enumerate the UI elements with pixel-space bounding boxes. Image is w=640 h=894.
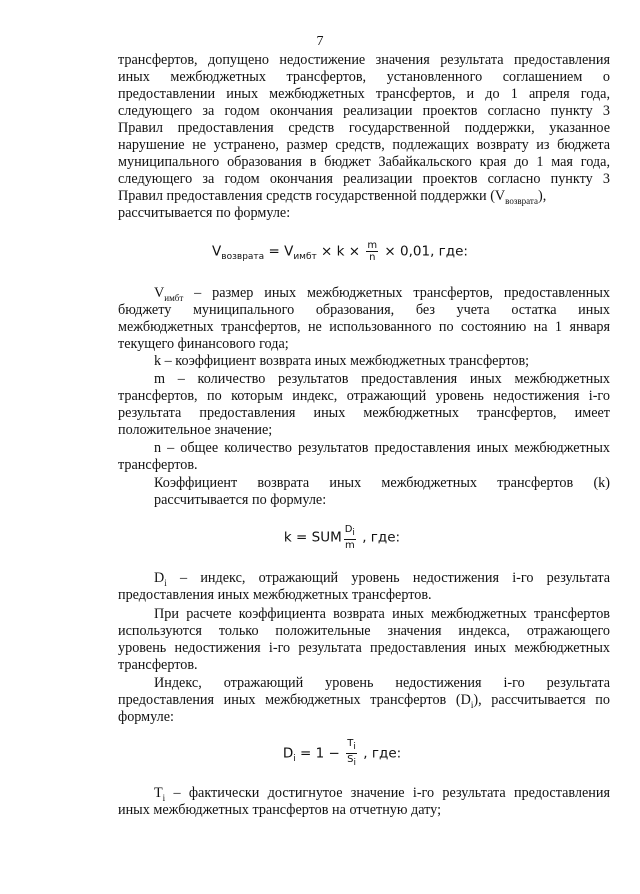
text-line: При расчете коэффициента возврата иных межбюджетных трансфертов [154, 606, 610, 622]
definition-n [118, 440, 610, 474]
text-line: предоставления иных межбюджетных трансфертов. [118, 587, 432, 603]
fraction-denominator: n [369, 252, 376, 263]
text-line: трансфертов, по которым индекс, отражающий уровень недостижения i-го [118, 388, 610, 404]
text-line: иных межбюджетных трансфертов, установленного соглашением о [118, 69, 610, 85]
subscript: i [352, 528, 355, 538]
text-line [118, 785, 610, 802]
subscript: i [164, 577, 167, 588]
formula-symbol: D [282, 745, 294, 762]
text-fragment: D [344, 524, 353, 535]
formula-symbol: V [212, 243, 222, 260]
text-line [118, 285, 610, 302]
formula-symbol: , где: [359, 745, 402, 762]
paragraph-positive-values [118, 606, 610, 674]
definition-k [118, 353, 610, 370]
text-line: Индекс, отражающий уровень недостижения i-го результата [154, 675, 610, 691]
paragraph-index [118, 675, 610, 726]
text-fragment: D [154, 570, 165, 586]
formula-index [22, 738, 640, 769]
text-line: Коэффициент возврата иных межбюджетных трансфертов (k) [154, 475, 610, 491]
formula-symbol: × k × [316, 243, 365, 260]
text-line: межбюджетных трансфертов, не использованного по состоянию на 1 января [118, 319, 610, 335]
fraction [344, 524, 356, 551]
formula-symbol: = V [264, 243, 294, 260]
subscript: i [293, 754, 296, 765]
fraction-denominator: m [344, 540, 355, 551]
formula-symbol: k = SUM [283, 529, 342, 546]
text-fragment: – фактически достигнутое значение i-го результата предоставления [165, 785, 610, 801]
formula-symbol: × 0,01, где: [380, 243, 468, 260]
text-line: предоставлении иных межбюджетных трансфертов, и до 1 апреля года, [118, 86, 610, 102]
text-fragment: – индекс, отражающий уровень недостижения i-го результата [166, 570, 610, 586]
text-line: результата предоставления иных межбюджетных трансфертов, имеет [118, 405, 610, 421]
fraction-numerator [346, 738, 357, 754]
text-fragment: Правил предоставления средств государственной поддержки (V [118, 188, 506, 204]
subscript: имбт [164, 292, 184, 303]
text-fragment: ), [537, 188, 547, 204]
text-fragment: S [347, 754, 354, 765]
text-line: Правил предоставления средств государственной поддержки, указанное [118, 120, 610, 136]
text-line: нарушение не устранено, размер средств, подлежащих возврату из бюджета [118, 137, 610, 153]
fraction [366, 240, 378, 263]
text-line: трансфертов. [118, 657, 198, 673]
definition-t [118, 785, 610, 819]
subscript: возврата [505, 195, 538, 206]
text-fragment: V [154, 285, 165, 301]
definition-m [118, 371, 610, 439]
text-line: n – общее количество результатов предоставления иных межбюджетных [154, 440, 610, 456]
text-line: положительное значение; [118, 422, 273, 438]
text-fragment: предоставления иных межбюджетных трансфертов (D [118, 692, 471, 708]
formula-symbol: = 1 − [295, 745, 345, 762]
text-fragment: – размер иных межбюджетных трансфертов, предоставленных [183, 285, 610, 301]
text-line: формуле: [118, 709, 174, 725]
text-line: бюджету муниципального образования, без учета остатка иных [118, 302, 610, 318]
formula-return-amount [20, 240, 640, 263]
text-line: следующего за годом окончания реализации проектов согласно пункту 3 [118, 103, 610, 119]
text-line: трансфертов. [118, 457, 198, 473]
paragraph-return-conditions [118, 52, 610, 222]
text-line [118, 188, 610, 205]
text-line: рассчитывается по формуле: [154, 492, 327, 508]
text-line: рассчитывается по формуле: [118, 205, 291, 221]
text-line: иных межбюджетных трансфертов на отчетную дату; [118, 802, 442, 818]
page-number: 7 [316, 34, 324, 49]
formula-symbol: , где: [357, 529, 401, 546]
text-fragment: T [154, 785, 163, 801]
definition-d [118, 570, 610, 604]
subscript: возврата [221, 252, 265, 263]
subscript: i [353, 758, 357, 768]
subscript: имбт [293, 252, 317, 263]
fraction [346, 738, 357, 769]
text-line: используются только положительные значения индекса, отражающего [118, 623, 610, 639]
formula-coefficient [22, 524, 640, 551]
text-line [118, 692, 610, 709]
fraction-denominator [346, 754, 357, 769]
text-line: следующего за годом окончания реализации проектов согласно пункту 3 [118, 171, 610, 187]
paragraph-coefficient-intro [118, 475, 610, 509]
text-line: k – коэффициент возврата иных межбюджетных трансфертов; [154, 353, 530, 369]
definition-v-imbt [118, 285, 610, 353]
fraction-numerator [344, 524, 356, 540]
subscript: i [162, 792, 166, 803]
text-line: m – количество результатов предоставления иных межбюджетных [154, 371, 610, 387]
text-fragment: T [347, 738, 354, 749]
text-line: уровень недостижения i-го результата предоставления иных межбюджетных [118, 640, 610, 656]
text-line: трансфертов, допущено недостижение значения результата предоставления [118, 52, 610, 68]
text-line: текущего финансового года; [118, 336, 289, 352]
text-fragment: ), рассчитывается по [473, 692, 610, 708]
text-line: муниципального образования в бюджет Забайкальского края до 1 мая года, [118, 154, 610, 170]
subscript: i [470, 699, 474, 710]
text-line [118, 570, 610, 587]
subscript: i [353, 742, 356, 752]
fraction-numerator: m [367, 240, 378, 251]
